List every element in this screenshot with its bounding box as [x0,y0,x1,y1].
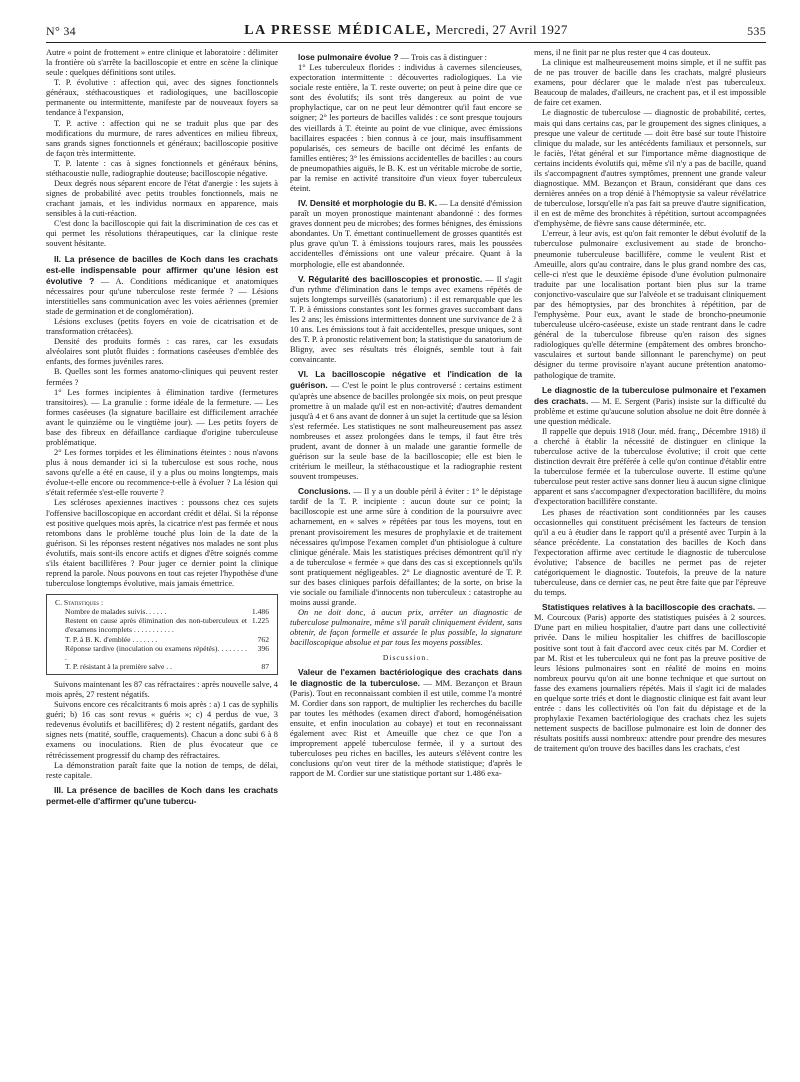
paragraph: La clinique est malheureusement moins simple, et il ne suffit pas de ne pas trouver de bacille dans les crachats, malgré plusieurs examens, pour déclarer que le malade n'est pas tuberculeux. Beaucoup de malades, d'ailleurs, ne crachent pas, et il est impossible de faire cet examen. [534,58,766,108]
section-paragraph [290,274,522,366]
section-text: — Trois cas à distinguer : [398,53,487,62]
statistics-row [55,607,269,616]
statistics-row [55,644,269,662]
paragraph: 2° Les formes torpides et les éliminations éteintes : nous n'avons plus à nous demander ici si la tuberculose est sous roche, nous savons qu'elle a été en cause, il y a plus ou moins longtemps, mais évolue-t-elle encore ou recommence-t-elle à évoluer ? La lésion qui s'était refermée s'est-elle rouverte ? [46,448,278,498]
statistics-row [55,616,269,634]
section-heading: IV. Densité et morphologie du B. K. [298,198,438,209]
section-paragraph [290,198,522,270]
paragraph: Suivons encore ces récalcitrants 6 mois après : a) 1 cas de syphilis guéri; b) 16 cas sont revus « guéris »; c) 4 perdus de vue, 3 redevenus évolutifs et bacillifères; d) 2 restent négatifs, gardant des signes nets (matité, souffle, craquements). Chacun a donc subi 6 à 8 examens ou inoculations. Rien de plus évocateur que ce rétrécissement progressif du champ des réfractaires. [46,700,278,760]
italic-paragraph: On ne doit donc, à aucun prix, arrêter un diagnostic de tuberculose pulmonaire, même s'il paraît cliniquement évident, sans obtenir, de façon formelle et assurée le plus possible, la signature bacilloscopique absolue et par tous les moyens possibles. [290,608,522,648]
paragraph: Autre « point de frottement » entre clinique et laboratoire : délimiter la frontière où s'arrête la bacilloscopie et entre en scène la clinique seule : quelques définitions sont utiles. [46,48,278,78]
section-paragraph [290,52,522,63]
section-heading: Valeur de l'examen bactériologique des crachats dans le diagnostic de la tuberculose. [290,666,522,688]
statistics-label: T. P. à B. K. d'emblée . . . . . . . [65,634,158,644]
column-2 [290,48,522,1078]
statistics-label: Restent en cause après élimination des non-tuberculeux et d'examens incomplets . . . . . . . . . . . [65,616,247,635]
paragraph: T. P. latente : cas à signes fonctionnels et généraux bénins, stéthacoustie nulle, radiographie douteuse; bacilloscopie négative. [46,158,278,178]
paragraph: Il rappelle que depuis 1918 (Jour. méd. franç., Décembre 1918) il a cherché à établir la nécessité de distinguer en clinique la tuberculose active de la tuberculose évolutive; il croit que cette distinction devrait être préférée à celle qu'on continue d'établir entre la tuberculose fermée et la tuberculose ouverte. Il estime qu'une tuberculose peut rester active sans donner lieu à aucun signe clinique apparent et sans s'accompagner d'expectoration bacillifère, du moins d'expectoration bacillifère constante. [534,426,766,507]
section-text: — Il s'agit d'un rythme d'élimination dans le temps avec examens répétés de sujets longtemps surveillés (sanatorium) : il est remarquable que les T. P. à émissions constantes sont les formes graves succombant dans les 2 ans; les émissions intermittentes donnent une survivance de 2 à 10 ans. Les émissions tout à fait accidentelles, presque uniques, sont des T. P. à pronostic relativement bon; la statistique du sanatorium de Bligny, avec ses résultats très éloignés, semble tout à fait convaincante. [290,274,522,365]
section-paragraph [534,602,766,754]
paragraph: La démonstration paraît faite que la notion de temps, de délai, reste capitale. [46,760,278,780]
section-paragraph [290,667,522,780]
section-text: — MM. Bezançon et Braun (Paris). Tout en reconnaissant combien il est utile, comme l'a montré M. Cordier dans son rapport, de multiplier les recherches du bacille par toutes les méthodes (examen direct d'abord, homogénéisation ensuite, et enfin inoculation au cobaye) et tout en reconnaissant également avec Rist et Ameuille que chez ce que l'on a improprement appelé tuberculose fermée, il y a surtout des tuberculoses peu riches en bacilles, les auteurs s'élèvent contre les conclusions qu'on veut tirer de la méthode statistique; d'après le rapport de M. Cordier sur une statistique portant sur 1.486 exa- [290,678,522,779]
section-heading: V. Régularité des bacilloscopies et pronostic. [298,273,483,284]
paragraph: L'erreur, à leur avis, est qu'on fait remonter le début évolutif de la tuberculose pulmonaire exclusivement au stade de broncho-pneumonie tuberculeuse bacillifère, comme le veulent Rist et Ameuille, alors qu'au contraire, dans le plus grand nombre des cas, celle-ci n'est que le deuxième épisode d'une évolution pulmonaire traduite par une localisation portant bien plus sur la trame conjonctivo-vasculaire que sur l'alvéole et se traduisant cliniquement par des hémoptysies, par des bronchites à répétition, par de l'emphysème. Pour eux, avant le stade de broncho-pneumonie tuberculeuse ulcéro-caséeuse, existe un stade rentrant dans le cadre général de la tuberculose fibreuse qu'en raison des signes radiologiques qu'elle détermine (empâtement des ombres broncho-vasculaires et surtout bande sillonnant le parenchyme) on peut désigner du terme provisoire n'ayant aucune prétention anatomo-pathologique de tramite. [534,229,766,380]
statistics-value: 762 [257,634,269,644]
discussion-heading: Discussion. [382,653,430,663]
section-paragraph [290,369,522,482]
statistics-box [46,594,278,675]
paragraph: 1° Les formes incipientes à élimination tardive (fermetures transitoires). — La granulie : forme idéale de la fermeture. — Les formes caséeuses (la signature bacillaire est difficilement arrachée avant le quinzième ou le vingtième jour). — Les petits foyers de base des fibreux en défaillance cardiaque d'origine tuberculeuse problématique. [46,387,278,447]
paragraph: mens, il ne finit par ne plus rester que 4 cas douteux. [534,48,711,57]
paragraph: Les phases de réactivation sont conditionnées par les causes occasionnelles qui constituent précisément les facteurs de tension qu'il a eu à étudier dans le rapport qu'il a présenté avec Turpin à la séance précédente. La constatation des bacilles de Koch dans l'expectoration affirme avec certitude le diagnostic de tuberculose évolutive; l'absence de bacilles ne permet pas de rejeter catégoriquement le diagnostic. Toutefois, la preuve de la nature tuberculeuse, dans ce dernier cas, ne peut être faite que par l'épreuve du temps. [534,507,766,598]
paragraph: Deux degrés nous séparent encore de l'état d'anergie : les sujets à signes de probabilité avec petits troubles fonctionnels, mais ne crachant jamais, et les individus normaux en apparence, mais sensibles à la cuti-réaction. [46,179,278,219]
paragraph: Suivons maintenant les 87 cas réfractaires : après nouvelle salve, 4 mois après, 27 restent négatifs. [46,680,278,700]
statistics-row [55,662,269,671]
paragraph: B. Quelles sont les formes anatomo-cliniques qui peuvent rester fermées ? [46,367,278,387]
page-number: 535 [747,24,766,38]
paragraph: 1° Les tuberculeux florides : individus à cavernes silencieuses, expectoration intermittente : découvertes radiologiques. La vie sociale reste entière, la T. reste ouverte; on peut à peine dire que ce sont des évolutifs; ils sont très dangereux au point de vue prophylactique, car on ne peut leur démontrer qu'il faut encore se soigner; 2° les porteurs de bacilles validés : ce sont presque toujours des vieillards à T. éteinte au point de vue clinique, avec émissions bacillaires espacées : bien connus à ce jour, mais insuffisamment popularisés, ces semeurs de bacille ont décimé les enfants de familles entières; 3° les émissions accidentelles de bacilles : au cours de pneumopathies aiguës, le B. K. est un véritable microbe de sortie, par la remise en activité transitoire d'un vieux foyer tuberculeux éteint. [290,63,522,194]
section-heading: Statistiques relatives à la bacilloscopie des crachats. [542,602,756,613]
statistics-value: 87 [261,661,269,671]
paragraph: Le diagnostic de tuberculose — diagnostic de probabilité, certes, mais qui dans certains cas, par le groupement des signes cliniques, a presque une valeur de certitude — doit être basé sur toute l'histoire clinique du malade, sur les antécédents familiaux et personnels, sur le faciès, l'état général et sur l'importance même diagnostique de certains incidents évolutifs qui, même s'il n'y a pas de bacille, quand ils s'accompagnent d'autres symptômes, prennent une grande valeur diagnostique. MM. Bezançon et Braun, considérant que dans ces dernières années on a trop dénié à l'hémoptysie sa valeur révélatrice de tuberculose, lorsqu'elle n'a pas fait sa preuve d'autre signification, il en est de même des bronchites à répétition, surtout accompagnées d'emphysème, de fièvre sans cause déterminée, etc. [534,108,766,229]
paragraph: T. P. évolutive : affection qui, avec des signes fonctionnels généraux, stéthacoustiques et radiologiques, une bacilloscopie permanente ou intermittente, manifeste par de nouveaux foyers sa tendance à l'expansion, [46,78,278,118]
section-text: — M. E. Sergent (Paris) insiste sur la difficulté du problème et estime qu'aucune solution absolue ne doit être donnée à une question médicale. [534,396,766,426]
statistics-value: 1.225 [251,616,269,626]
section-paragraph [46,254,278,317]
statistics-value: 1.486 [251,607,269,617]
section-text: — Il y a un double péril à éviter : 1° le dépistage tardif de la T. P. incipiente : aucun doute sur ce point; la bacilloscopie est une arme sûre à condition de la poursuivre avec acharnement, en « salves » répétées par tous les moyens, tout en prenant provisoirement les mesures de prophylaxie et de traitement nécessaires qu'impose l'examen complet d'un phtisiologue à culture clinique générale. Mais les statistiques précises démontrent qu'il n'y a de tuberculose « fermée » que dans des cas si exceptionnels qu'ils sont pratiquement négligeables. 2° Le diagnostic aventuré de T. P. sur des bases cliniques parfois défaillantes; de la sorte, on brise la vie sociale ou familiale d'innocents non tuberculeux : catastrophe au moins aussi grande. [290,487,522,608]
section-text: — A. Conditions médicanique et anatomiques nécessaires pour qu'une tuberculose reste fermée ? — Lésions interstitielles sans communication avec les voies aériennes (premier stade de germination et de conglomération). [46,276,278,316]
paragraph: C'est donc la bacilloscopie qui fait la discrimination de ces cas et qui permet les résolutions thérapeutiques, car la clinique reste souvent hésitante. [46,219,278,249]
statistics-label: T. P. résistant à la première salve . . [65,661,172,671]
section-heading: Conclusions. [298,486,351,497]
header-rule [46,42,766,43]
issue-date: Mercredi, 27 Avril 1927 [435,22,568,37]
paragraph: Les scléroses apexiennes inactives : poussons chez ces sujets l'offensive bacilloscopique en accordant crédit et délai. Si la réponse est positive quelques mois après, la cicatrice n'est pas fermée et nous retombons dans le problème touché plus loin de la date de la guérison. Si les réponses restent négatives nos malades ne sont plus évolutifs, mais sont-ils encore actifs et dignes d'être soignés comme s'ils étaient bacillifères ? Pour juger ce dernier point la clinique reprend la parole. Nous pouvons en tout cas rejeter l'hypothèse d'une tuberculose longtemps évolutive, mais jamais émettrice. [46,498,278,589]
section-paragraph [46,785,278,807]
journal-title [46,22,766,39]
paragraph: Lésions excluses (petits foyers en voie de cicatrisation et de transformation crétacées). [46,317,278,337]
section-text: — M. Courcoux (Paris) apporte des statistiques puisées à 2 sources. D'une part en milieu hospitalier, d'autre part dans une collectivité privée. Dans le milieu hospitalier les chiffres de bacilloscopie positive sont tout à fait d'accord avec ceux cités par M. Cordier et par M. Rist et les tuberculeux qui ne font pas la preuve positive de leurs lésions pulmonaires sont en réalité de moins en moins nombreux pourvu qu'on ait une bonne technique et que surtout on fasse des examens journaliers répétés. Mais il s'agit ici de malades en quelque sorte triés et dont le diagnostic clinique est fait avant leur entrée : dans les collectivités où l'on fait du dépistage et de la prophylaxie l'examen bactériologique des crachats chez les sujets nettement suspects de bacillose pulmonaire est loin de donner des résultats positifs aussi nombreux: attendre pour prendre des mesures de traitement qu'on trouve des bacilles dans les crachats, c'est [534,603,766,754]
section-heading: Le diagnostic de la tuberculose pulmonaire et l'examen des crachats. [534,384,766,406]
section-heading: VI. La bacilloscopie négative et l'indication de la guérison. [290,369,522,391]
article-columns [46,48,766,1078]
column-1 [46,48,278,1078]
section-paragraph [534,385,766,427]
section-paragraph [290,486,522,608]
section-heading: III. La présence de bacilles de Koch dans les crachats permet-elle d'affirmer qu'une tubercu- [46,784,278,806]
section-heading: lose pulmonaire évolue ? [298,52,399,62]
statistics-value: 396 [257,643,269,653]
paragraph: T. P. active : affection qui ne se traduit plus que par des modifications du murmure, de rares adventices en milieu fibreux, sans grands signes fonctionnels et généraux; bacilloscopie positive de façon très intermittente. [46,118,278,158]
section-text: — C'est le point le plus controversé : certains estiment qu'après une absence de bacilles prolongée six mois, on peut presque promettre à un malade qu'il est en non-activité; d'autres demandent jusqu'à 4 et 6 ans avant de donner à un sujet la certitude que sa lésion s'est refermée. Les statistiques ne sont malheureusement pas assez nombreuses et assez prolongées dans le temps, il faut être très prudent, avant de donner à un malade une garantie formelle de guérison sur la seule base de la bacilloscopie; elle est bien le critérium le meilleur, la stéthacoustique et la radiographie restent souvent trompeuses. [290,381,522,482]
section-text: — La densité d'émission paraît un moyen pronostique maintenant abandonné : des formes graves donnent peu de microbes; des formes bénignes, des émissions abondantes. Un T. émettant continuellement de grosses quantités est plus grave qu'un T. à émissions toujours rares, mais les poussées accidentelles d'émissions ont une valeur précaire. Quant à la morphologie, elle est abandonnée. [290,199,522,269]
section-heading: II. La présence de bacilles de Koch dans les crachats est-elle indispensable pour affirmer qu'une lésion est évolutive ? [46,253,278,286]
journal-name: LA PRESSE MÉDICALE, [244,23,432,38]
running-header [46,22,766,42]
column-3 [534,48,766,1078]
issue-number: N° 34 [46,24,76,38]
statistics-label: Réponse tardive (inoculation ou examens répétés). . . . . . . . . [65,643,247,662]
statistics-title: C. Statistiques : [55,598,104,608]
statistics-row [55,635,269,644]
statistics-label: Nombre de malades suivis. . . . . . [65,607,167,617]
paragraph: Densité des produits formés : cas rares, car les exsudats alvéolaires sont plutôt fluides : formations caséeuses d'emblée des enfants, des formes juvéniles rares. [46,337,278,367]
